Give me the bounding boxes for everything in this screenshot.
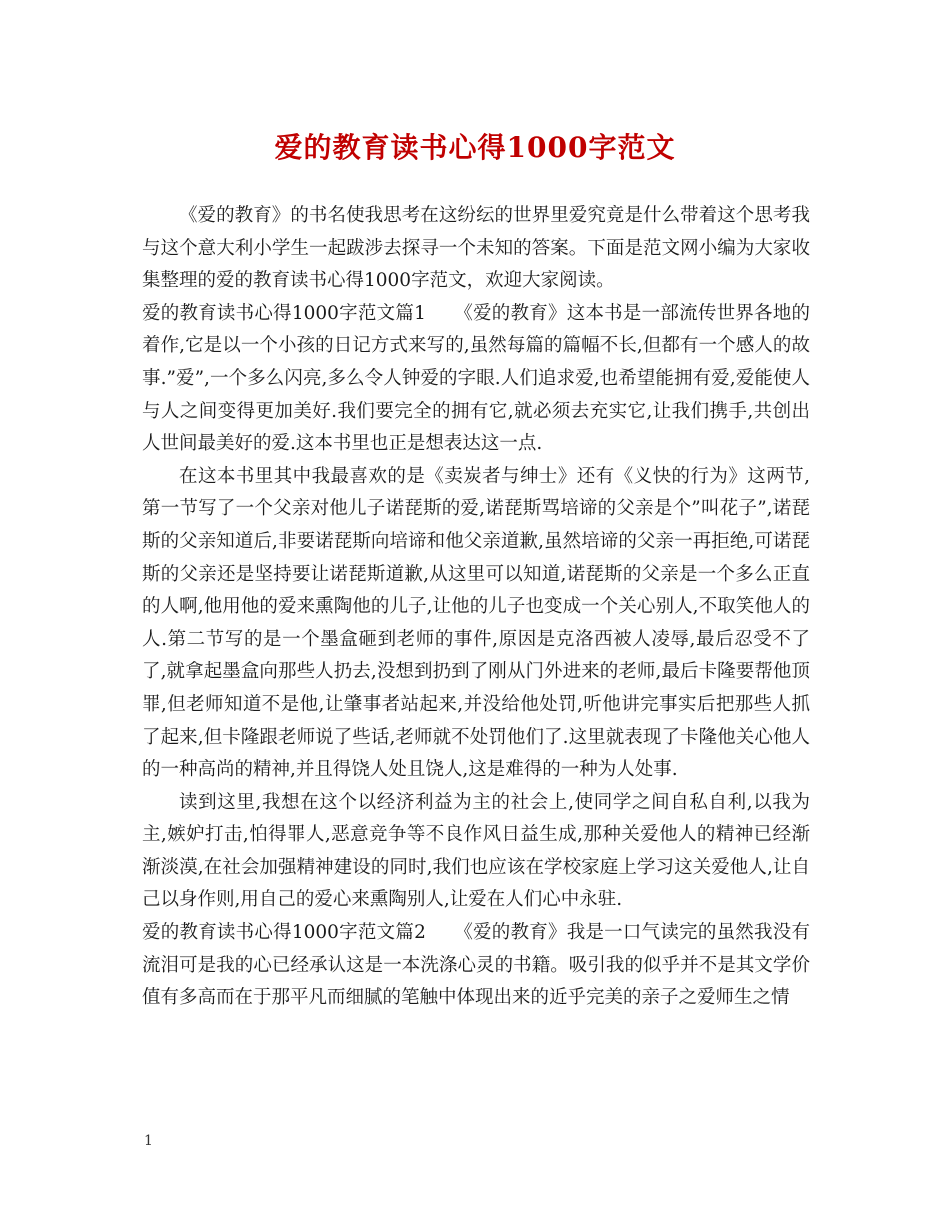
document-title: 爱的教育读书心得1000字范文 <box>274 131 676 164</box>
document-body <box>142 200 810 1015</box>
paragraph-essay-2-opening: 爱的教育读书心得1000字范文篇2 《爱的教育》我是一口气读完的虽然我没有流泪可是我的心已经承认这是一本洗涤心灵的书籍。吸引我的似乎并不是其文学价值有多高而在于那平凡而细腻的笔触中体现出来的近乎完美的亲子之爱师生之情 <box>142 922 810 1009</box>
page-number: 1 <box>144 1133 153 1149</box>
paragraph-essay-1-opening: 爱的教育读书心得1000字范文篇1 《爱的教育》这本书是一部流传世界各地的着作,它是以一个小孩的日记方式来写的,虽然每篇的篇幅不长,但都有一个感人的故事.”爱”,一个多么闪亮,多么令人钟爱的字眼.人们追求爱,也希望能拥有爱,爱能使人与人之间变得更加美好.我们要完全的拥有它,就必须去充实它,让我们携手,共创出人世间最美好的爱.这本书里也正是想表达这一点. <box>142 302 810 455</box>
paragraph-essay-1-reflection: 读到这里,我想在这个以经济利益为主的社会上,使同学之间自私自利,以我为主,嫉妒打击,怕得罪人,恶意竞争等不良作风日益生成,那种关爱他人的精神已经渐渐淡漠,在社会加强精神建设的同时,我们也应该在学校家庭上学习这关爱他人,让自己以身作则,用自己的爱心来熏陶别人,让爱在人们心中永驻. <box>142 791 810 911</box>
paragraph-essay-1-favorite-chapters: 在这本书里其中我最喜欢的是《卖炭者与绅士》还有《义快的行为》这两节,第一节写了一个父亲对他儿子诺琵斯的爱,诺琵斯骂培谛的父亲是个”叫花子”,诺琵斯的父亲知道后,非要诺琵斯向培谛和他父亲道歉,虽然培谛的父亲一再拒绝,可诺琵斯的父亲还是坚持要让诺琵斯道歉,从这里可以知道,诺琵斯的父亲是一个多么正直的人啊,他用他的爱来熏陶他的儿子,让他的儿子也变成一个关心别人,不取笑他人的人.第二节写的是一个墨盒砸到老师的事件,原因是克洛西被人凌辱,最后忍受不了了,就拿起墨盒向那些人扔去,没想到扔到了刚从门外进来的老师,最后卡隆要帮他顶罪,但老师知道不是他,让肇事者站起来,并没给他处罚,听他讲完事实后把那些人抓了起来,但卡隆跟老师说了些话,老师就不处罚他们了.这里就表现了卡隆他关心他人的一种高尚的精神,并且得饶人处且饶人,这是难得的一种为人处事. <box>142 465 810 781</box>
paragraph-intro: 《爱的教育》的书名使我思考在这纷纭的世界里爱究竟是什么带着这个思考我与这个意大利小学生一起跋涉去探寻一个未知的答案。下面是范文网小编为大家收集整理的爱的教育读书心得1000字范文，欢迎大家阅读。 <box>142 205 810 292</box>
